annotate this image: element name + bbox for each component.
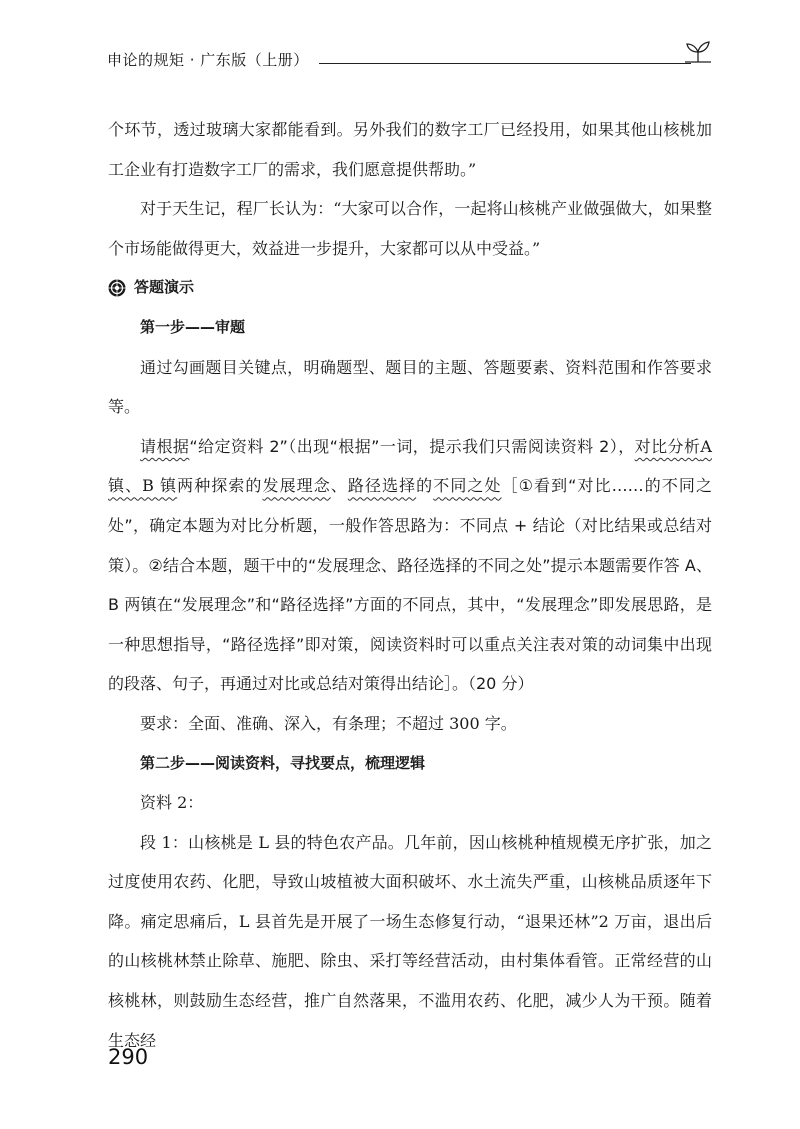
paragraph-4: 段 1：山核桃是 L 县的特色农产品。几年前，因山核桃种植规模无序扩张，加之过度使用农药、化肥，导致山坡植被大面积破坏、水土流失严重，山核桃品质逐年下降。痛定思痛后，L 县首先是开展了一场生态修复行动，“退果还林”2 万亩，退出后的山核桃林禁止除草、施肥、除虫、采打等经营活动，由村集体看管。正常经营的山核桃林，则鼓励生态经营，推广自然落果，不滥用农药、化肥，减少人为干预。随着生态经: [108, 832, 712, 1050]
q-segment-12: ［①看到“对比……的不同之处”，确定本题为对比分析题，一般作答思路为：不同点 + 结论（对比结果或总结对策）。②结合本题，题干中的“发展理念、路径选择的不同之处”提示本题需要作答 A、B 两镇在“发展理念”和“路径选择”方面的不同点，其中，“发展理念”即发展思路，是一种思想指导，“路径选择”即对策，阅读资料时可以重点关注表对策的动词集中出现的段落、句子，再通过对比或总结对策得出结论］。（20 分）: [108, 476, 712, 694]
section-title: 答题演示: [134, 278, 195, 297]
step-2-title: 第二步——阅读资料，寻找要点，梳理逻辑: [140, 753, 426, 772]
q-segment-11: 不同之处: [433, 476, 502, 496]
q-segment-7: 发展理念: [262, 476, 331, 496]
q-segment-10: 的: [416, 476, 434, 496]
material-label: 资料 2：: [140, 793, 204, 813]
q-segment-9: 路径选择: [347, 476, 417, 496]
q-segment-8: 、: [330, 476, 348, 496]
page-number: 290: [108, 1045, 149, 1069]
section-heading: [108, 268, 712, 308]
question-paragraph: [108, 427, 712, 704]
paragraph-1: 个环节，透过玻璃大家都能看到。另外我们的数字工厂已经投用，如果其他山核桃加工企业有打造数字工厂的需求，我们愿意提供帮助。”: [108, 120, 712, 179]
page-content: [108, 110, 712, 1060]
target-icon: [108, 279, 126, 297]
paragraph-2: 对于天生记，程厂长认为：“大家可以合作，一起将山核桃产业做强做大，如果整个市场能做得更大，效益进一步提升，大家都可以从中受益。”: [108, 199, 712, 258]
q-segment-5: A 镇、B 镇: [108, 436, 712, 496]
q-segment-6: 两种探索的: [177, 476, 263, 496]
running-header: [107, 46, 707, 76]
step-1-title: 第一步——审题: [140, 317, 246, 336]
sprout-icon: [681, 40, 715, 66]
q-segment-3: （出现“根据”一词，提示我们只需阅读资料 2），: [287, 436, 635, 456]
q-segment-4: 对比分析: [634, 436, 701, 456]
paragraph-3: 通过勾画题目关键点，明确题型、题目的主题、答题要素、资料范围和作答要求等。: [108, 357, 712, 417]
header-rule: [319, 63, 691, 64]
q-segment-1: 请根据: [140, 436, 190, 456]
requirement: 要求：全面、准确、深入，有条理；不超过 300 字。: [140, 713, 517, 733]
book-title: 申论的规矩 · 广东版（上册）: [107, 51, 309, 69]
q-segment-2: “给定资料 2”: [189, 436, 288, 456]
